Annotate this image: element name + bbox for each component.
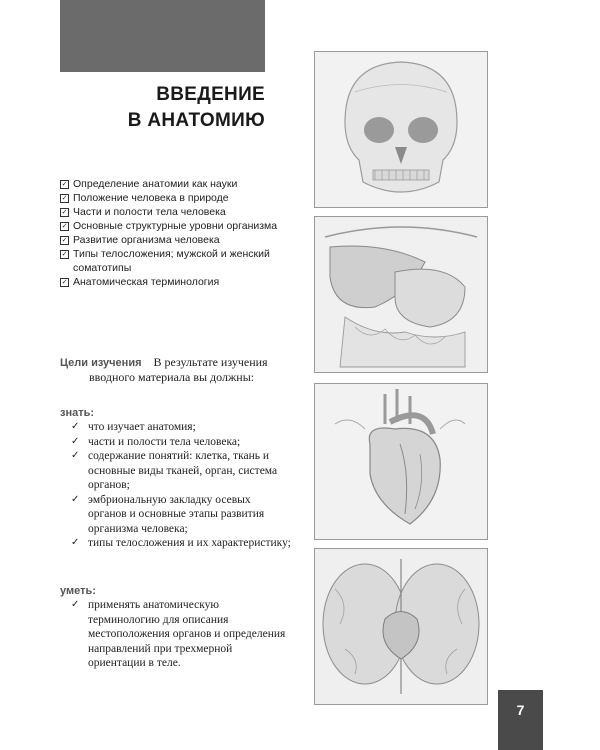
page-number: 7 — [498, 690, 543, 750]
can-heading: уметь: — [60, 585, 96, 597]
check-icon: ✓ — [71, 493, 80, 505]
skull-illustration-icon — [314, 51, 488, 208]
can-list — [71, 598, 291, 671]
can-item: ✓ применять анатомическую терминологию для описания местоположения органов и определения направлений при трехмерной ориентации в теле. — [71, 599, 286, 669]
know-item: ✓ типы телосложения и их характеристику; — [71, 537, 291, 549]
study-goals-intro: В результате изучения — [153, 355, 268, 369]
know-item: ✓ части и полости тела человека; — [71, 435, 241, 448]
heart-illustration-icon — [314, 383, 488, 540]
topic-item: ✓ Части и полости тела человека — [61, 206, 226, 218]
topic-item: ✓ Основные структурные уровни организма — [61, 220, 278, 232]
topic-item: ✓ Положение человека в природе — [61, 192, 229, 204]
know-item: ✓ эмбриональную закладку осевых органов и основные этапы развития организма человека; — [71, 493, 265, 535]
chapter-title-line1: ВВЕДЕНИЕ — [156, 84, 265, 105]
checkbox-icon: ✓ — [61, 251, 68, 258]
check-icon: ✓ — [71, 599, 80, 610]
abdominal-organs-illustration-icon — [314, 216, 488, 373]
check-icon: ✓ — [71, 435, 80, 447]
know-heading: знать: — [60, 407, 95, 419]
topic-item: ✓ Развитие организма человека — [61, 234, 220, 246]
chapter-topics-list — [60, 177, 285, 289]
know-item: ✓ содержание понятий: клетка, ткань и основные виды тканей, орган, система органов; — [71, 450, 278, 491]
checkbox-icon: ✓ — [61, 237, 68, 244]
check-icon: ✓ — [71, 537, 80, 548]
chapter-title-line2: В АНАТОМИЮ — [127, 110, 265, 131]
check-icon: ✓ — [71, 421, 80, 432]
study-goals-intro-cont: вводного материала вы должны: — [89, 370, 255, 384]
chapter-title — [120, 82, 265, 134]
topic-item: ✓ Определение анатомии как науки — [61, 178, 238, 190]
topic-item: ✓ Анатомическая терминология — [61, 276, 220, 288]
chapter-header-band — [60, 0, 265, 72]
checkbox-icon: ✓ — [61, 223, 68, 230]
study-goals — [60, 355, 290, 371]
know-list — [71, 420, 291, 551]
checkbox-icon: ✓ — [61, 209, 68, 216]
study-goals-label: Цели изучения — [60, 357, 142, 369]
checkbox-icon: ✓ — [61, 195, 68, 202]
know-item: ✓ что изучает анатомия; — [71, 421, 196, 433]
brain-base-illustration-icon — [314, 548, 488, 705]
topic-item: ✓ Типы телосложения; мужской и женский соматотипы — [61, 248, 270, 274]
checkbox-icon: ✓ — [61, 181, 68, 188]
check-icon: ✓ — [71, 450, 80, 461]
checkbox-icon: ✓ — [61, 279, 68, 286]
